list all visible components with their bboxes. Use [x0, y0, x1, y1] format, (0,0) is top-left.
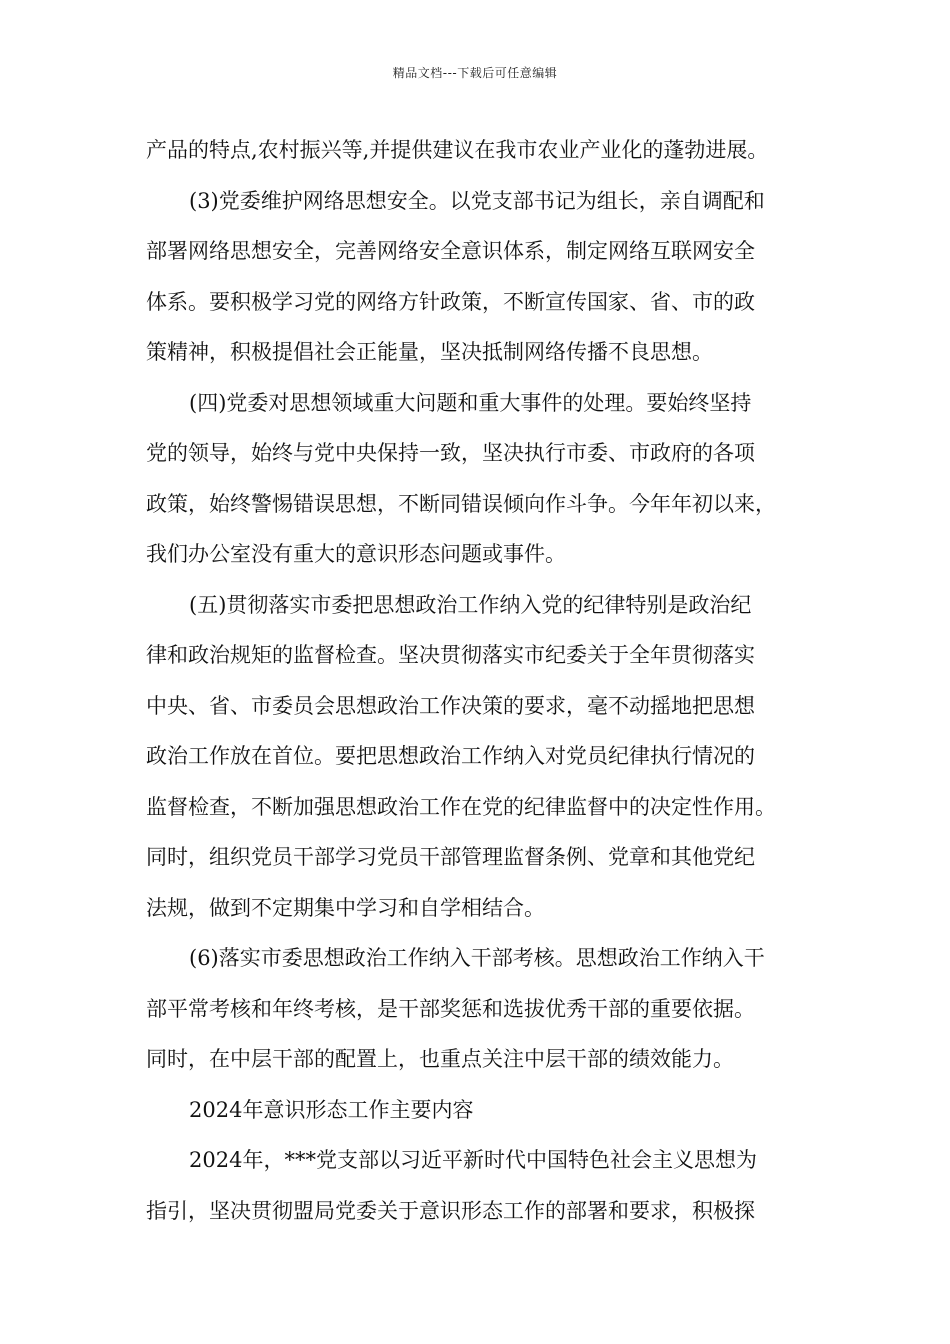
text-line: 法规，做到不定期集中学习和自学相结合。	[146, 895, 545, 920]
text-line: 2024年，***党支部以习近平新时代中国特色社会主义思想为	[189, 1148, 757, 1172]
text-line: (6)落实市委思想政治工作纳入干部考核。思想政治工作纳入干	[189, 946, 765, 970]
text-line: (五)贯彻落实市委把思想政治工作纳入党的纪律特别是政治纪	[189, 592, 752, 617]
text-line: 中央、省、市委员会思想政治工作决策的要求，毫不动摇地把思想	[146, 693, 755, 718]
text-line: 策精神，积极提倡社会正能量，坚决抵制网络传播不良思想。	[146, 340, 713, 364]
text-line: 同时，组织党员干部学习党员干部管理监督条例、党章和其他党纪	[146, 845, 755, 869]
text-line: 产品的特点,农村振兴等,并提供建议在我市农业产业化的蓬勃进展。	[146, 138, 769, 162]
text-line: 部署网络思想安全，完善网络安全意识体系，制定网络互联网安全	[146, 239, 755, 263]
text-line: 政策，始终警惕错误思想，不断同错误倾向作斗争。今年年初以来，	[146, 491, 776, 516]
text-line: 我们办公室没有重大的意识形态问题或事件。	[146, 542, 566, 566]
text-line: 监督检查，不断加强思想政治工作在党的纪律监督中的决定性作用。	[146, 794, 776, 819]
section-heading: 2024年意识形态工作主要内容	[189, 1097, 474, 1122]
text-line: (四)党委对思想领域重大问题和重大事件的处理。要始终坚持	[189, 390, 752, 415]
text-line: 律和政治规矩的监督检查。坚决贯彻落实市纪委关于全年贯彻落实	[146, 643, 755, 667]
page-header: 精品文档---下载后可任意编辑	[392, 66, 558, 80]
text-line: 政治工作放在首位。要把思想政治工作纳入对党员纪律执行情况的	[146, 744, 755, 768]
text-line: 指引，坚决贯彻盟局党委关于意识形态工作的部署和要求，积极探	[146, 1198, 755, 1223]
text-line: 党的领导，始终与党中央保持一致，坚决执行市委、市政府的各项	[146, 441, 755, 465]
text-line: 体系。要积极学习党的网络方针政策，不断宣传国家、省、市的政	[146, 289, 755, 314]
text-line: 同时，在中层干部的配置上，也重点关注中层干部的绩效能力。	[146, 1047, 734, 1071]
text-line: 部平常考核和年终考核，是干部奖惩和选拔优秀干部的重要依据。	[146, 996, 755, 1021]
text-line: (3)党委维护网络思想安全。以党支部书记为组长，亲自调配和	[189, 188, 765, 213]
document-body	[146, 125, 830, 1236]
